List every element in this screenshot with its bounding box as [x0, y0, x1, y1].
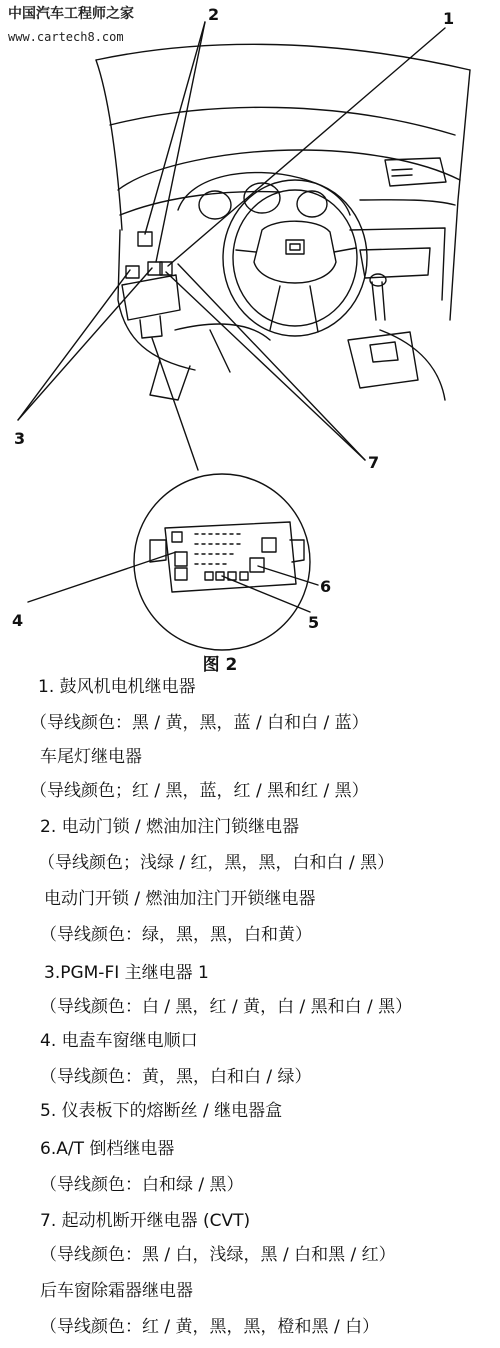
fuse-box-detail [150, 522, 304, 592]
list-item: 3.PGM-FI 主继电器 1 [44, 963, 209, 983]
callout-1: 1 [443, 9, 455, 28]
callout-3: 3 [14, 429, 26, 448]
list-item: （导线颜色：白和绿 / 黑） [40, 1175, 244, 1195]
a-pillar [96, 60, 122, 230]
watermark-url: www.cartech8.com [8, 30, 124, 44]
steering-wheel-hub [254, 221, 336, 283]
list-item: （导线颜色：绿，黑，黑，白和黄） [40, 925, 312, 945]
windshield-lower [110, 107, 455, 135]
zoom-circle [134, 474, 310, 650]
callout-2: 2 [208, 5, 220, 24]
instrument-cluster [178, 173, 350, 215]
dashboard-relay-diagram [0, 0, 500, 660]
callout-4: 4 [12, 611, 24, 630]
leader-7b [178, 264, 365, 460]
list-item: （导线颜色：白 / 黑，红 / 黄，白 / 黑和白 / 黑） [40, 997, 413, 1017]
list-item: 车尾灯继电器 [40, 747, 142, 767]
list-item: （导线颜色：黑 / 白，浅绿，黑 / 白和黑 / 红） [40, 1245, 396, 1265]
windshield-frame [96, 44, 470, 70]
list-item: （导线颜色：黄，黑，白和白 / 绿） [40, 1067, 312, 1087]
zoom-leader [152, 338, 198, 470]
leader-4 [28, 552, 176, 602]
callout-5: 5 [308, 613, 320, 632]
callout-7: 7 [368, 453, 380, 472]
list-item: 后车窗除霜器继电器 [40, 1281, 193, 1301]
list-item: （导线颜色：黑 / 黄，黑，蓝 / 白和白 / 蓝） [30, 713, 369, 733]
list-item: 5. 仪表板下的熔断丝 / 继电器盒 [40, 1101, 283, 1121]
leader-7a [166, 272, 365, 460]
leader-3b [18, 268, 152, 420]
list-item: （导线颜色；浅绿 / 红，黑，黑，白和白 / 黑） [38, 853, 395, 873]
leader-1 [168, 28, 445, 266]
callout-6: 6 [320, 577, 332, 596]
list-item: （导线颜色；红 / 黑，蓝，红 / 黑和红 / 黑） [30, 781, 369, 801]
leader-2b [156, 22, 205, 262]
list-item: 电动门开锁 / 燃油加注门开锁继电器 [44, 889, 316, 909]
figure-caption: 图 2 [202, 655, 238, 675]
leader-2a [145, 22, 205, 234]
list-item: 2. 电动门锁 / 燃油加注门锁继电器 [40, 817, 300, 837]
watermark-site-name: 中国汽车工程师之家 [8, 6, 134, 22]
list-item: （导线颜色：红 / 黄，黑，黑，橙和黑 / 白） [40, 1317, 380, 1337]
gear-shifter [372, 282, 385, 320]
fuse-box-under-dash [122, 275, 180, 320]
list-item: 6.A/T 倒档继电器 [40, 1139, 175, 1159]
list-item: 1. 鼓风机电机继电器 [38, 677, 196, 697]
center-vent [385, 158, 446, 186]
leader-3a [18, 270, 130, 420]
leader-5 [222, 576, 310, 612]
list-item: 7. 起动机断开继电器 (CVT) [40, 1211, 251, 1231]
list-item: 4. 电盍车窗继电顺口 [40, 1031, 198, 1051]
